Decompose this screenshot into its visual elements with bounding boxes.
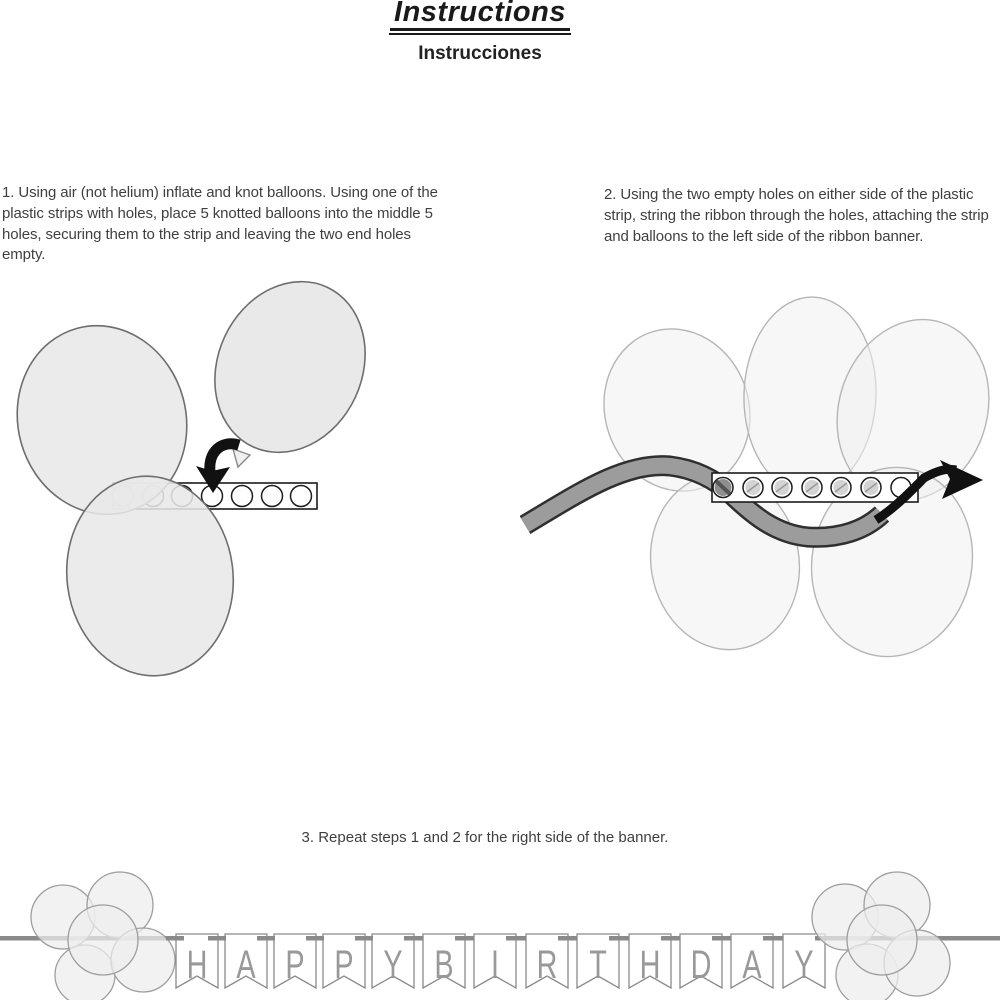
balloon-cluster-left (31, 872, 175, 1000)
title-block (0, 0, 960, 35)
flag-letter: A (236, 942, 256, 988)
flag-letter: R (536, 942, 558, 988)
flag-letter: I (490, 942, 500, 988)
flag-letter: T (589, 942, 607, 988)
step-3-text: 3. Repeat steps 1 and 2 for the right side of the banner. (301, 829, 669, 846)
flag-letter: Y (383, 942, 403, 988)
flag-letter: P (334, 942, 354, 988)
balloons-into-strip-illustration (0, 260, 450, 680)
title-double-underline (389, 0, 571, 35)
flag-letter: H (639, 942, 661, 988)
flag-letter: D (690, 942, 712, 988)
plastic-strip (712, 473, 918, 502)
balloon (847, 905, 917, 975)
step-1-text: 1. Using air (not helium) inflate and knot balloons. Using one of the plastic strips with holes, place 5 knotted balloons into the middle 5 holes, securing them to the strip and leaving the two end holes empty. (2, 184, 438, 264)
page-title: Instructions (390, 0, 570, 31)
flag-letter: A (742, 942, 762, 988)
banner-flags (176, 934, 825, 988)
assembled-banner-illustration (0, 860, 1000, 1000)
balloon (68, 905, 138, 975)
balloon-cluster-right (812, 872, 950, 1000)
flag-letter: P (285, 942, 305, 988)
ribbon-through-strip-illustration (520, 280, 1000, 680)
step-2-text: 2. Using the two empty holes on either side of the plastic strip, string the ribbon through the holes, attaching the strip and balloons to the left side of the ribbon banner. (604, 186, 989, 245)
flag-letter: Y (794, 942, 814, 988)
page-subtitle: Instrucciones (418, 43, 542, 64)
flag-letter: B (434, 942, 454, 988)
flag-letter: H (186, 942, 208, 988)
balloon-knot (233, 449, 250, 467)
